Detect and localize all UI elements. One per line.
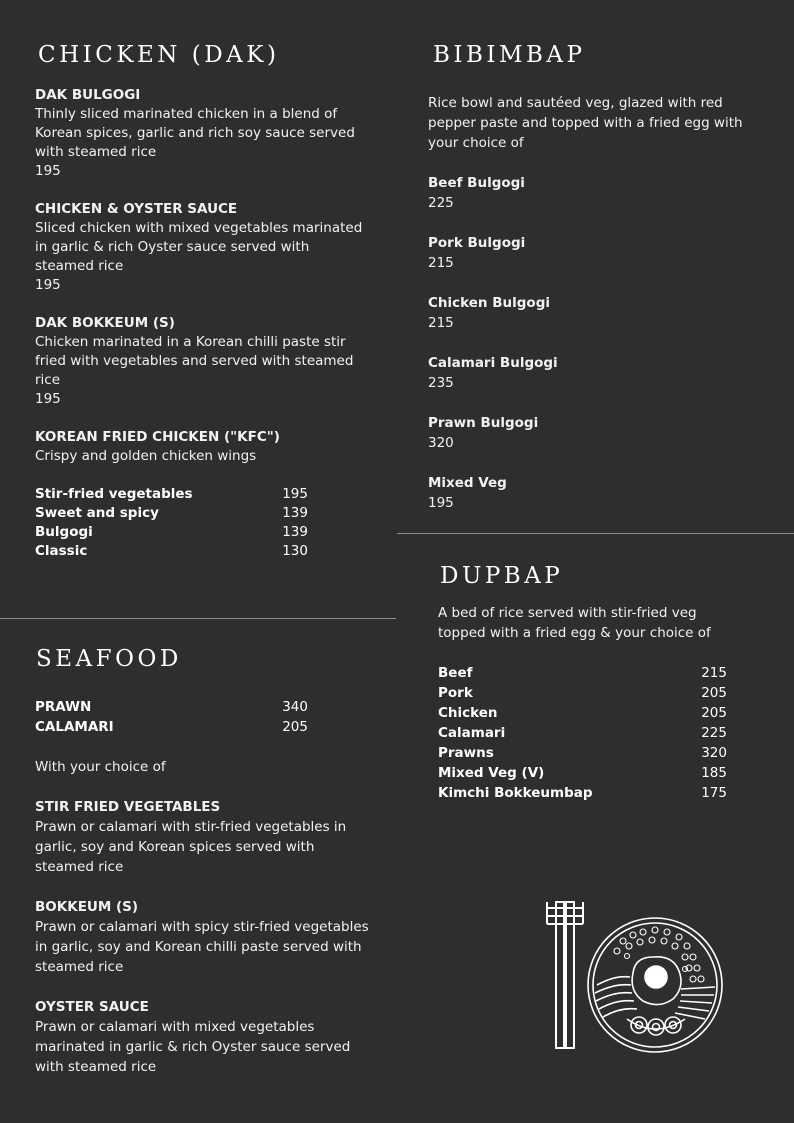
item-description: Prawn or calamari with mixed vegetables marinated in garlic & rich Oyster sauce served with steamed rice: [35, 1019, 351, 1075]
item-name: OYSTER SAUCE: [35, 999, 149, 1015]
choice-note: With your choice of: [35, 759, 166, 775]
item-price: 195: [35, 277, 61, 293]
option-name: Classic: [35, 543, 88, 559]
list-item: [438, 743, 727, 763]
item-name: Pork Bulgogi: [428, 235, 526, 251]
option-name: Kimchi Bokkeumbap: [438, 785, 593, 801]
item-name: KOREAN FRIED CHICKEN ("KFC"): [35, 429, 280, 445]
item-price: 195: [35, 163, 61, 179]
kfc-options: [35, 485, 308, 561]
item-name: Beef Bulgogi: [428, 175, 525, 191]
list-item: [35, 542, 308, 561]
option-price: 205: [282, 719, 308, 735]
item-price: 235: [428, 375, 454, 391]
section-divider: [0, 618, 396, 619]
menu-item: [35, 200, 365, 295]
dupbap-intro: A bed of rice served with stir-fried veg topped with a fried egg & your choice of: [438, 605, 711, 641]
option-price: 215: [701, 665, 727, 681]
list-item: [428, 353, 763, 393]
menu-item: [35, 314, 365, 409]
list-item: [35, 697, 308, 717]
item-price: 215: [428, 255, 454, 271]
option-price: 139: [282, 505, 308, 521]
item-description: Sliced chicken with mixed vegetables marinated in garlic & rich Oyster sauce served with steamed rice: [35, 220, 363, 274]
list-item: [35, 485, 308, 504]
list-item: [438, 783, 727, 803]
dupbap-section: [438, 603, 738, 803]
list-item: [35, 717, 308, 737]
menu-item: [35, 897, 370, 977]
item-name: Mixed Veg: [428, 475, 507, 491]
chicken-section: [35, 86, 365, 561]
option-price: 205: [701, 705, 727, 721]
list-item: [428, 173, 763, 213]
option-price: 225: [701, 725, 727, 741]
option-price: 195: [282, 486, 308, 502]
option-price: 175: [701, 785, 727, 801]
list-item: [428, 233, 763, 273]
dupbap-heading: DUPBAP: [440, 563, 564, 589]
list-item: [428, 413, 763, 453]
list-item: [438, 723, 727, 743]
item-name: BOKKEUM (S): [35, 899, 139, 915]
option-name: CALAMARI: [35, 719, 114, 735]
option-name: Stir-fried vegetables: [35, 486, 193, 502]
menu-item: [35, 997, 370, 1077]
bibimbap-section: [428, 93, 763, 513]
option-price: 320: [701, 745, 727, 761]
option-price: 139: [282, 524, 308, 540]
option-price: 130: [282, 543, 308, 559]
list-item: [35, 504, 308, 523]
menu-item: [35, 797, 370, 877]
item-price: 225: [428, 195, 454, 211]
item-description: Prawn or calamari with stir-fried vegetables in garlic, soy and Korean spices served with steamed rice: [35, 819, 347, 875]
item-description: Chicken marinated in a Korean chilli paste stir fried with vegetables and served with steamed rice: [35, 334, 354, 388]
bibimbap-heading: BIBIMBAP: [433, 42, 586, 68]
seafood-prices: [35, 697, 308, 737]
option-price: 340: [282, 699, 308, 715]
bibimbap-intro: Rice bowl and sautéed veg, glazed with red pepper paste and topped with a fried egg with your choice of: [428, 95, 743, 151]
item-name: DAK BULGOGI: [35, 87, 141, 103]
item-price: 195: [428, 495, 454, 511]
section-divider: [397, 533, 794, 534]
option-name: Beef: [438, 665, 473, 681]
menu-item: [35, 86, 365, 181]
option-price: 205: [701, 685, 727, 701]
item-name: Calamari Bulgogi: [428, 355, 558, 371]
seafood-section: [35, 697, 370, 1077]
menu-item-kfc: [35, 428, 365, 466]
chicken-heading: CHICKEN (DAK): [38, 42, 280, 68]
list-item: [428, 473, 763, 513]
option-name: Mixed Veg (V): [438, 765, 545, 781]
option-price: 185: [701, 765, 727, 781]
item-name: Chicken Bulgogi: [428, 295, 550, 311]
list-item: [438, 683, 727, 703]
item-price: 320: [428, 435, 454, 451]
seafood-heading: SEAFOOD: [36, 646, 182, 672]
item-name: CHICKEN & OYSTER SAUCE: [35, 201, 238, 217]
list-item: [438, 663, 727, 683]
item-price: 195: [35, 391, 61, 407]
item-name: DAK BOKKEUM (S): [35, 315, 175, 331]
item-name: Prawn Bulgogi: [428, 415, 539, 431]
option-name: Calamari: [438, 725, 506, 741]
list-item: [438, 763, 727, 783]
dupbap-list: [438, 663, 727, 803]
option-name: PRAWN: [35, 699, 92, 715]
option-name: Bulgogi: [35, 524, 93, 540]
option-name: Pork: [438, 685, 473, 701]
option-name: Sweet and spicy: [35, 505, 159, 521]
list-item: [428, 293, 763, 333]
option-name: Chicken: [438, 705, 498, 721]
item-name: STIR FRIED VEGETABLES: [35, 799, 221, 815]
item-description: Thinly sliced marinated chicken in a blend of Korean spices, garlic and rich soy sauce served with steamed rice: [35, 106, 355, 160]
rice-bowl-icon: [585, 915, 725, 1055]
item-price: 215: [428, 315, 454, 331]
chopsticks-icon: [543, 898, 587, 1053]
item-description: Prawn or calamari with spicy stir-fried vegetables in garlic, soy and Korean chilli paste served with steamed rice: [35, 919, 369, 975]
list-item: [438, 703, 727, 723]
list-item: [35, 523, 308, 542]
option-name: Prawns: [438, 745, 494, 761]
item-description: Crispy and golden chicken wings: [35, 448, 257, 464]
